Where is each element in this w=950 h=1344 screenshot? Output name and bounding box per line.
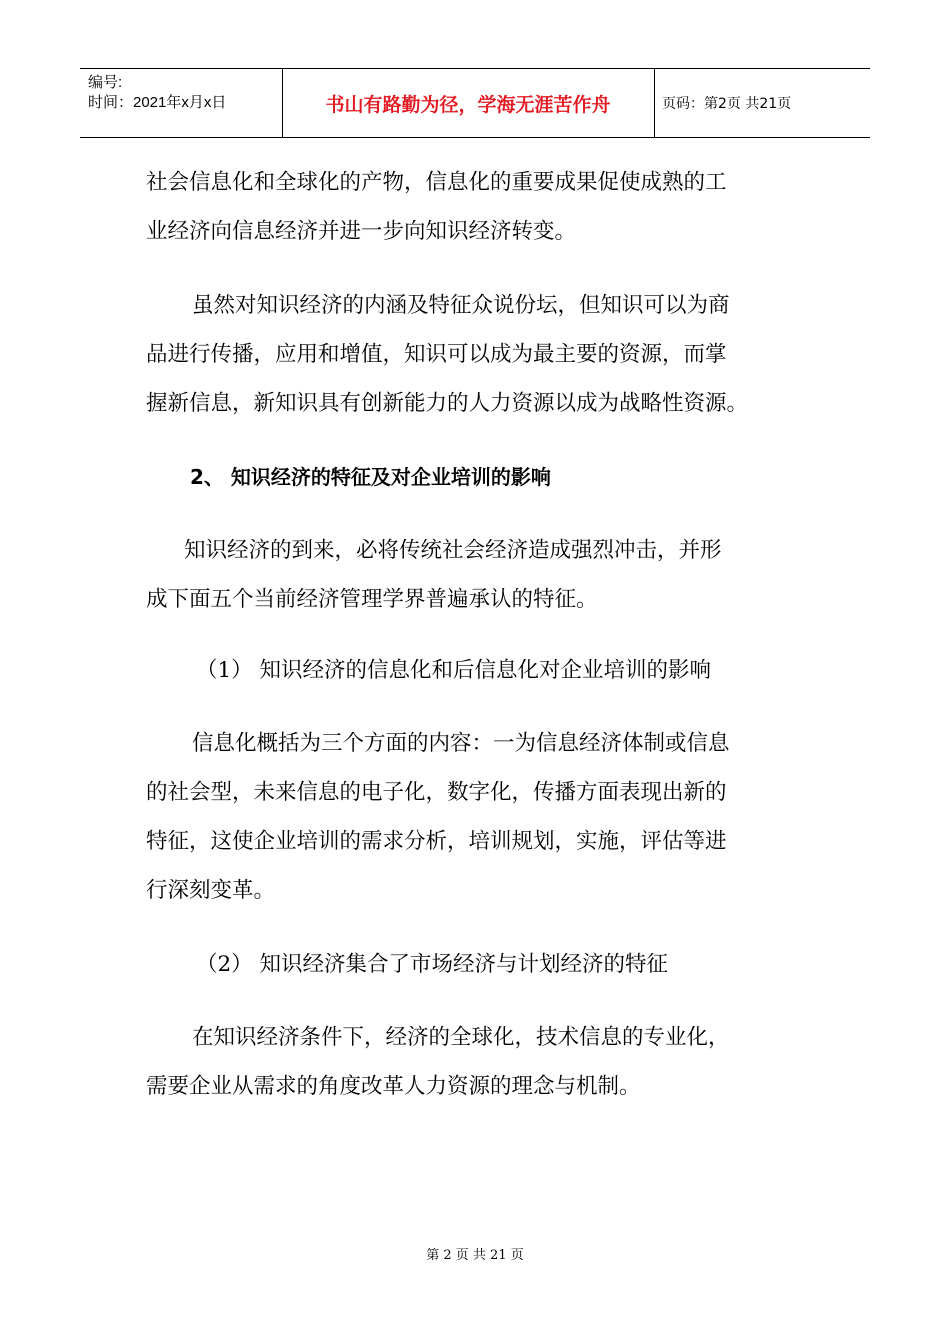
- header-meta: [88, 73, 278, 113]
- text-line: 行深刻变革。: [146, 878, 276, 903]
- text-line: 需要企业从需求的角度改革人力资源的理念与机制。: [146, 1074, 641, 1099]
- time-label: 时间：2021年x月x日: [88, 94, 227, 111]
- page-header: [80, 68, 870, 138]
- subsection-heading: （2） 知识经济集合了市场经济与计划经济的特征: [196, 952, 669, 977]
- text-line: 的社会型，未来信息的电子化，数字化，传播方面表现出新的: [146, 780, 727, 805]
- paragraph: [146, 281, 806, 428]
- header-page-info: 页码：第2页 共21页: [662, 96, 792, 112]
- section-heading: 2、 知识经济的特征及对企业培训的影响: [190, 465, 551, 489]
- text-line: 社会信息化和全球化的产物，信息化的重要成果促使成熟的工: [146, 170, 727, 195]
- text-line: 信息化概括为三个方面的内容：一为信息经济体制或信息: [192, 731, 730, 756]
- header-motto: 书山有路勤为径，学海无涯苦作舟: [325, 93, 611, 116]
- text-line: 品进行传播，应用和增值，知识可以成为最主要的资源，而掌: [146, 342, 727, 367]
- number-label: 编号:: [88, 74, 123, 91]
- text-line: 知识经济的到来，必将传统社会经济造成强烈冲击，并形: [184, 538, 722, 563]
- text-line: 特征，这使企业培训的需求分析，培训规划，实施，评估等进: [146, 829, 727, 854]
- text-line: 握新信息，新知识具有创新能力的人力资源以成为战略性资源。: [146, 391, 749, 416]
- text-line: 成下面五个当前经济管理学界普遍承认的特征。: [146, 587, 598, 612]
- paragraph: [146, 719, 806, 915]
- text-line: 在知识经济条件下，经济的全球化，技术信息的专业化，: [192, 1025, 730, 1050]
- subsection-heading: （1） 知识经济的信息化和后信息化对企业培训的影响: [196, 658, 712, 683]
- paragraph: [146, 158, 806, 256]
- paragraph: [146, 526, 806, 624]
- text-line: 业经济向信息经济并进一步向知识经济转变。: [146, 219, 577, 244]
- text-line: 虽然对知识经济的内涵及特征众说份坛，但知识可以为商: [192, 293, 730, 318]
- page-footer: 第 2 页 共 21 页: [426, 1248, 524, 1263]
- header-divider: [654, 69, 655, 137]
- paragraph: [146, 1013, 806, 1111]
